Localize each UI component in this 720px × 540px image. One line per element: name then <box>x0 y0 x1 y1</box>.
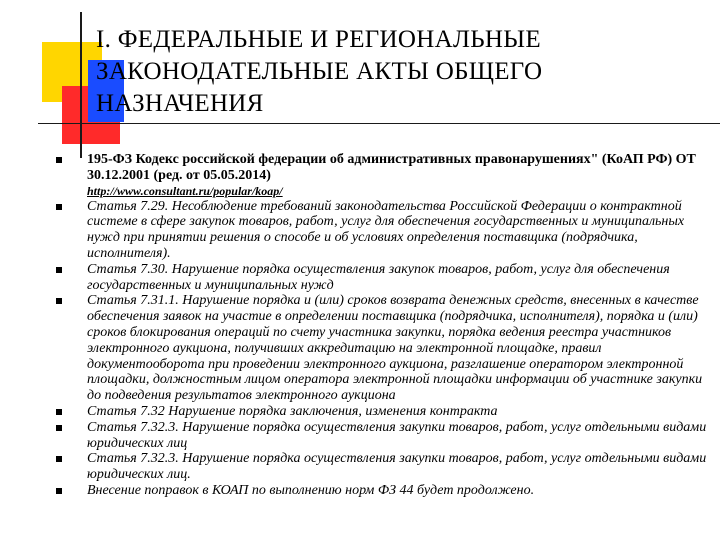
list-item <box>56 483 716 499</box>
bullet-list <box>56 152 716 499</box>
square-bullet-icon <box>56 409 62 415</box>
list-item <box>56 199 716 262</box>
list-item-text: Статья 7.31.1. Нарушение порядка и (или) сроков возврата денежных средств, внесенных в качестве обеспечения заявок на участие в определении поставщика (подрядчика, исполнителя), порядка и (или) сроков блокирования операций по счету участника закупки, порядка ведения реестра участников электронного аукциона, получивших аккредитацию на электронной площадке, правил документооборота при проведении электронного аукциона, разглашение оператором электронной площадки, должностным лицом оператора электронной площадки информации об участнике закупки до подведения результатов электронного аукциона <box>87 293 703 404</box>
consultant-link[interactable]: http://www.consultant.ru/popular/koap/ <box>87 183 283 198</box>
list-item-text: Статья 7.32.3. Нарушение порядка осуществления закупки товаров, работ, услуг отдельными видами юридических лиц. <box>87 451 707 483</box>
list-item <box>56 451 716 483</box>
list-item <box>56 404 716 420</box>
list-item <box>56 420 716 452</box>
square-bullet-icon <box>56 298 62 304</box>
square-bullet-icon <box>56 488 62 494</box>
list-item-text: Статья 7.30. Нарушение порядка осуществления закупок товаров, работ, услуг для обеспечения государственных и муниципальных нужд <box>87 261 670 293</box>
list-item-text: Статья 7.32 Нарушение порядка заключения, изменения контракта <box>87 403 498 419</box>
square-bullet-icon <box>56 267 62 273</box>
square-bullet-icon <box>56 157 62 163</box>
decor-vertical-line <box>80 12 82 158</box>
list-item-text: Статья 7.32.3. Нарушение порядка осуществления закупки товаров, работ, услуг отдельными видами юридических лиц <box>87 419 707 451</box>
list-item-text: Статья 7.29. Несоблюдение требований законодательства Российской Федерации о контрактной системе в сфере закупок товаров, работ, услуг для обеспечения государственных и муниципальных нужд при принятии решения о способе и об условиях определения поставщика (подрядчика, исполнителя). <box>87 198 685 261</box>
list-item <box>56 293 716 404</box>
square-bullet-icon <box>56 456 62 462</box>
list-item <box>56 152 716 199</box>
decor-horizontal-line <box>38 123 720 124</box>
square-bullet-icon <box>56 204 62 210</box>
list-item <box>56 262 716 294</box>
slide-title: I. ФЕДЕРАЛЬНЫЕ И РЕГИОНАЛЬНЫЕ ЗАКОНОДАТЕЛЬНЫЕ АКТЫ ОБЩЕГО НАЗНАЧЕНИЯ <box>96 26 543 117</box>
square-bullet-icon <box>56 425 62 431</box>
list-item-text: Внесение поправок в КОАП по выполнению норм ФЗ 44 будет продолжено. <box>87 482 535 498</box>
list-item-text: 195-ФЗ Кодекс российской федерации об административных правонарушениях" (КоАП РФ) ОТ 30.12.2001 (ред. от 05.05.2014) <box>87 152 696 183</box>
